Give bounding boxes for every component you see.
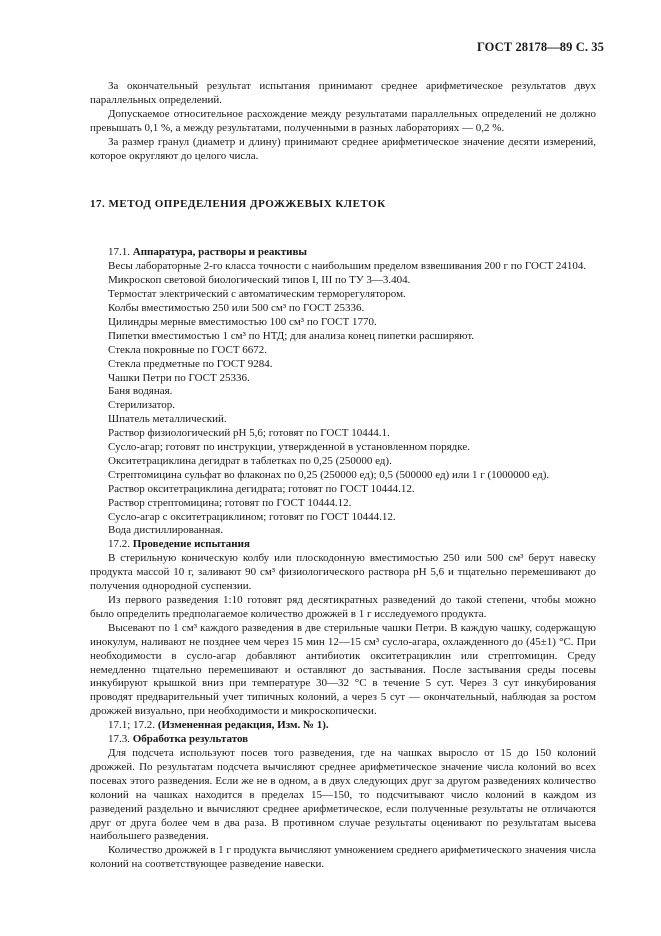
equipment-item: Раствор физиологический рН 5,6; готовят по ГОСТ 10444.1.: [108, 427, 390, 440]
subsection-17-3-heading: [90, 733, 596, 747]
equipment-item: Окситетрациклина дегидрат в таблетках по 0,25 (250000 ед).: [108, 454, 392, 467]
amendment-note: [90, 719, 596, 733]
intro-paragraph-2: Допускаемое относительное расхождение между результатами параллельных определений не должно превышать 0,1 %, а между результатами, полученными в разных лабораториях — 0,2 %.: [90, 107, 596, 134]
equipment-item: Сусло-агар; готовят по инструкции, утвержденной в установленном порядке.: [108, 441, 470, 454]
subsection-number: 17.3.: [108, 733, 130, 746]
equipment-item: Шпатель металлический.: [108, 413, 227, 426]
amendment-sections: 17.1; 17.2.: [108, 719, 156, 732]
section-title: 17. МЕТОД ОПРЕДЕЛЕНИЯ ДРОЖЖЕВЫХ КЛЕТОК: [90, 198, 386, 211]
equipment-item: Колбы вместимостью 250 или 500 см³ по ГОСТ 25336.: [108, 301, 365, 314]
intro-paragraph-3: За размер гранул (диаметр и длину) принимают среднее арифметическое значение десяти измерений, которое округляют до целого числа.: [90, 135, 596, 162]
equipment-item: Стерилизатор.: [108, 399, 175, 412]
procedure-paragraph-2: Из первого разведения 1:10 готовят ряд десятикратных разведений до такой степени, чтобы можно было определить предполагаемое количество дрожжей в 1 г исследуемого продукта.: [90, 594, 596, 620]
equipment-item: Микроскоп световой биологический типов I, III по ТУ 3—3.404.: [108, 274, 411, 287]
subsection-number: 17.2.: [108, 538, 130, 551]
subsection-number: 17.1.: [108, 246, 130, 259]
results-paragraph-2: Количество дрожжей в 1 г продукта вычисляют умножением среднего арифметического значения числа колоний на соответствующее разведение навески.: [90, 844, 596, 871]
equipment-item: Цилиндры мерные вместимостью 100 см³ по ГОСТ 1770.: [108, 315, 377, 328]
equipment-item: Вода дистиллированная.: [108, 524, 224, 537]
equipment-item: Весы лабораторные 2-го класса точности с наибольшим пределом взвешивания 200 г по ГОСТ 24104.: [108, 260, 587, 273]
page-header: ГОСТ 28178—89 С. 35: [476, 40, 604, 54]
subsection-title: Аппаратура, растворы и реактивы: [132, 246, 307, 259]
intro-paragraph-1: За окончательный результат испытания принимают среднее арифметическое результатов двух параллельных определений.: [90, 80, 596, 106]
subsection-title: Обработка результатов: [132, 733, 249, 746]
equipment-item: Раствор стрептомицина; готовят по ГОСТ 10444.12.: [108, 496, 352, 509]
subsection-17-1-heading: [90, 246, 596, 260]
procedure-paragraph-3: Высевают по 1 см³ каждого разведения в две стерильные чашки Петри. В каждую чашку, содержащую инокулум, наливают не позднее чем через 15 мин 12—15 см³ сусло-агара, охлажденного до (45±1) °С. При необходимости в сусло-агар добавляют антибиотик окситетрациклин или стрептомицин. Среду немедленно тщательно перемешивают и оставляют до застывания. После застывания среды посевы инкубируют крышкой вниз при температуре 30—32 °С в течение 5 сут. Через 3 сут инкубирования проводят предварительный учет типичных колоний, а через 5 сут — окончательный, наблюдая за ростом дрожжей визуально, при необходимости и микроскопически.: [90, 621, 596, 718]
equipment-item: Раствор окситетрациклина дегидрата; готовят по ГОСТ 10444.12.: [108, 482, 415, 495]
results-paragraph-1: Для подсчета используют посев того разведения, где на чашках выросло от 15 до 150 колоний дрожжей. По результатам подсчета вычисляют среднее арифметическое значение числа колоний во всех посевах этого разведения. Если же не в одном, а в двух следующих друг за другом разведениях количество колоний на чашках находится в пределах 15—150, то подсчитывают число колоний в каждом из разведений раздельно и вычисляют среднее арифметическое, если полученные результаты не отличаются друг от друга более чем в два раза. В противном случае результаты оценивают по результатам высева наибольшего разведения.: [90, 746, 596, 843]
equipment-item: Чашки Петри по ГОСТ 25336.: [108, 371, 250, 384]
equipment-item: Стекла покровные по ГОСТ 6672.: [108, 343, 268, 356]
document-body: [90, 80, 596, 872]
amendment-text: (Измененная редакция, Изм. № 1).: [157, 719, 329, 732]
subsection-17-2-heading: [90, 538, 596, 552]
equipment-item: Стекла предметные по ГОСТ 9284.: [108, 357, 273, 370]
equipment-item: Баня водяная.: [108, 385, 173, 398]
subsection-title: Проведение испытания: [132, 538, 250, 551]
equipment-item: Сусло-агар с окситетрациклином; готовят по ГОСТ 10444.12.: [108, 510, 396, 523]
equipment-item: Стрептомицина сульфат во флаконах по 0,25 (250000 ед); 0,5 (500000 ед) или 1 г (1000000 ед).: [108, 468, 550, 481]
equipment-item: Пипетки вместимостью 1 см³ по НТД; для анализа конец пипетки расширяют.: [108, 329, 475, 342]
equipment-item: Термостат электрический с автоматическим терморегулятором.: [108, 288, 406, 301]
procedure-paragraph-1: В стерильную коническую колбу или плоскодонную вместимостью 250 или 500 см³ берут навеску продукта массой 10 г, заливают 90 см³ физиологического раствора рН 5,6 и тщательно перемешивают до получения однородной суспензии.: [90, 552, 596, 593]
